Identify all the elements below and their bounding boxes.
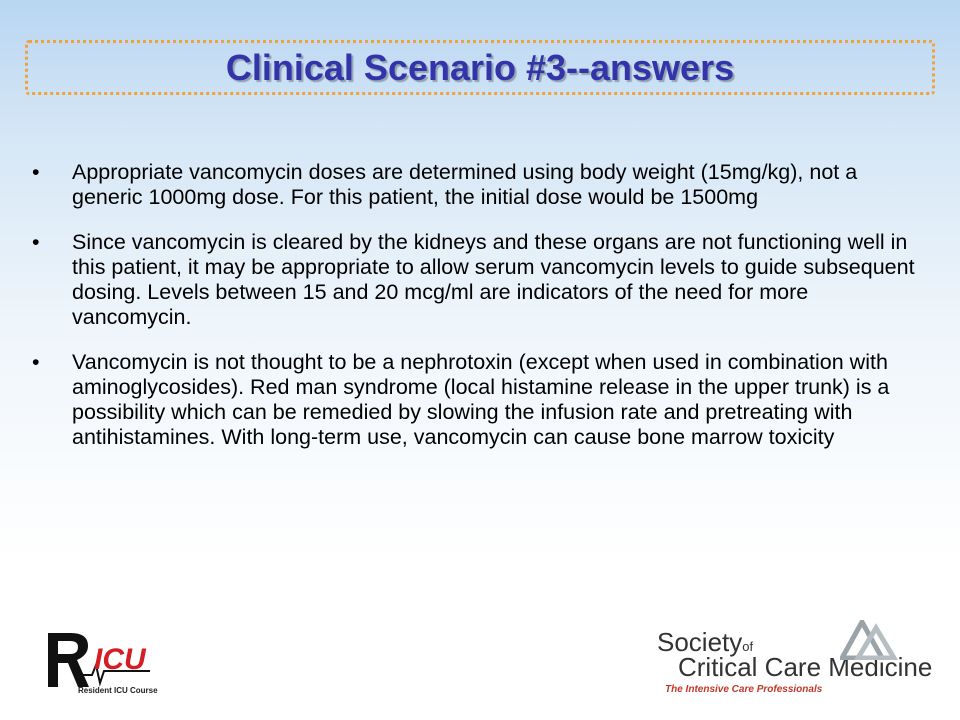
slide-title: Clinical Scenario #3--answers	[225, 47, 735, 88]
bullet-item	[32, 230, 922, 330]
bullet-list	[32, 160, 922, 470]
sccm-tagline: The Intensive Care Professionals	[665, 684, 823, 695]
bullet-icon: •	[32, 160, 40, 184]
sccm-society: Society	[657, 627, 743, 657]
ricu-caption: Resident ICU Course	[78, 686, 158, 695]
bullet-text: Appropriate vancomycin doses are determined using body weight (15mg/kg), not a generic 1000mg dose. For this patient, the initial dose would be 1500mg	[72, 160, 858, 209]
sccm-of: of	[742, 639, 754, 654]
bullet-item	[32, 350, 922, 450]
sccm-triangle-icon	[840, 620, 910, 660]
bullet-text: Since vancomycin is cleared by the kidneys and these organs are not functioning well in this patient, it may be appropriate to allow serum vancomycin levels to guide subsequent dosing. Levels between 15 and 20 mcg/ml are indicators of the need for more vancomycin.	[72, 230, 915, 329]
ricu-letters: ICU	[94, 643, 146, 676]
sccm-name-line2: Critical Care Medicine	[678, 652, 933, 682]
bullet-icon: •	[32, 230, 40, 254]
bullet-icon: •	[32, 350, 40, 374]
bullet-item	[32, 160, 922, 210]
bullet-text: Vancomycin is not thought to be a nephrotoxin (except when used in combination with aminoglycosides). Red man syndrome (local histamine release in the upper trunk) is a possibility which can be remedied by slowing the infusion rate and pretreating with antihistamines. With long-term use, vancomycin can cause bone marrow toxicity	[72, 350, 890, 449]
